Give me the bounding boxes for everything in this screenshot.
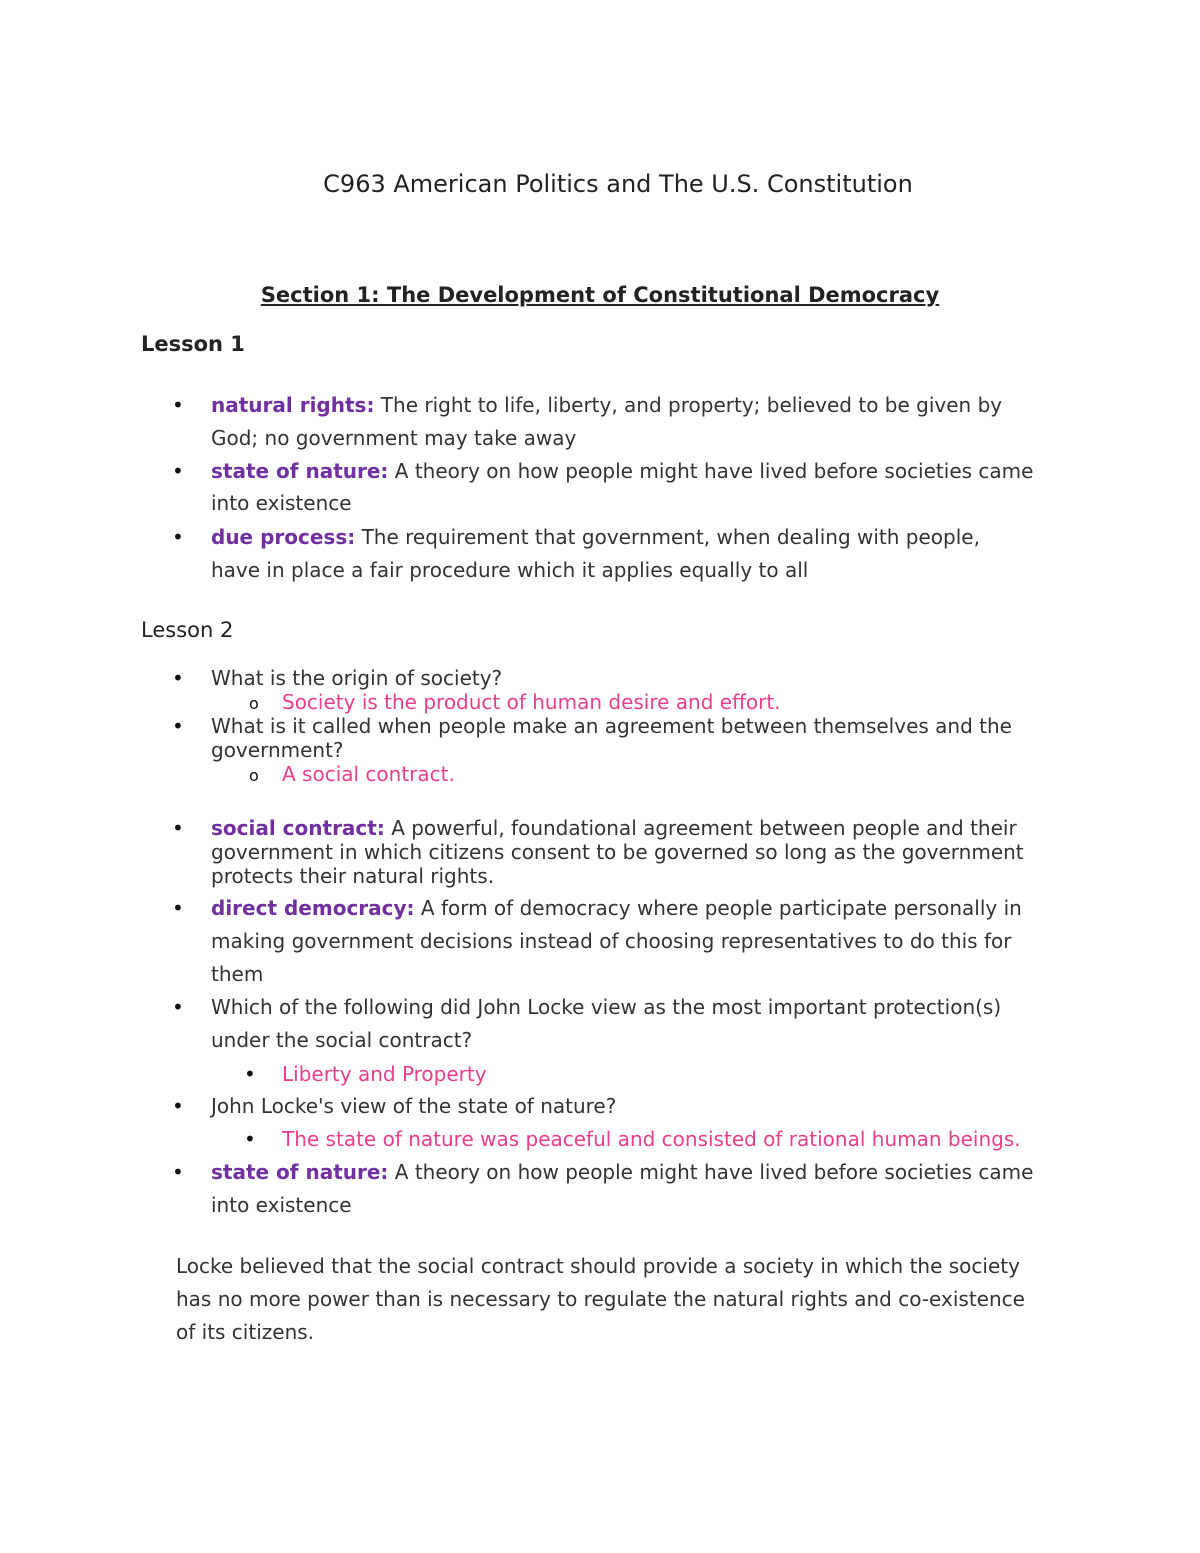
list-item bbox=[211, 525, 980, 549]
closing-paragraph-line: of its citizens. bbox=[176, 1320, 315, 1344]
question-text: What is it called when people make an agreement between themselves and the bbox=[211, 714, 1012, 738]
section-heading: Section 1: The Development of Constitutional Democracy bbox=[260, 283, 940, 307]
bullet-icon: • bbox=[172, 525, 184, 549]
term-label: social contract: bbox=[211, 816, 385, 840]
definition-text: A powerful, foundational agreement between people and their bbox=[384, 816, 1017, 840]
lesson-2-heading: Lesson 2 bbox=[141, 618, 234, 642]
bullet-icon: • bbox=[172, 816, 184, 840]
list-item bbox=[211, 816, 1017, 840]
answer-text: A social contract. bbox=[282, 762, 455, 786]
question-text: John Locke's view of the state of nature? bbox=[211, 1094, 617, 1118]
answer-text: Society is the product of human desire and effort. bbox=[282, 690, 781, 714]
list-item bbox=[211, 393, 1002, 417]
term-label: state of nature: bbox=[211, 459, 389, 483]
bullet-icon: • bbox=[172, 714, 184, 738]
definition-text: A theory on how people might have lived before societies came bbox=[388, 1160, 1034, 1184]
bullet-icon: • bbox=[244, 1127, 256, 1151]
term-label: state of nature: bbox=[211, 1160, 389, 1184]
closing-paragraph-line: Locke believed that the social contract should provide a society in which the society bbox=[176, 1254, 1020, 1278]
circle-bullet-icon: o bbox=[249, 694, 259, 713]
definition-text: them bbox=[211, 962, 264, 986]
definition-text: God; no government may take away bbox=[211, 426, 577, 450]
bullet-icon: • bbox=[244, 1062, 256, 1086]
definition-text: The right to life, liberty, and property; believed to be given by bbox=[374, 393, 1003, 417]
bullet-icon: • bbox=[172, 1094, 184, 1118]
term-label: direct democracy: bbox=[211, 896, 415, 920]
term-label: natural rights: bbox=[211, 393, 375, 417]
closing-paragraph-line: has no more power than is necessary to regulate the natural rights and co-existence bbox=[176, 1287, 1025, 1311]
definition-text: into existence bbox=[211, 491, 352, 515]
document-title: C963 American Politics and The U.S. Constitution bbox=[323, 170, 913, 198]
bullet-icon: • bbox=[172, 995, 184, 1019]
definition-text: protects their natural rights. bbox=[211, 864, 495, 888]
question-text: under the social contract? bbox=[211, 1028, 473, 1052]
question-text: What is the origin of society? bbox=[211, 666, 503, 690]
term-label: due process: bbox=[211, 525, 356, 549]
definition-text: A form of democracy where people participate personally in bbox=[414, 896, 1022, 920]
definition-text: A theory on how people might have lived before societies came bbox=[388, 459, 1034, 483]
bullet-icon: • bbox=[172, 896, 184, 920]
definition-text: making government decisions instead of choosing representatives to do this for bbox=[211, 929, 1012, 953]
list-item bbox=[211, 1160, 1033, 1184]
circle-bullet-icon: o bbox=[249, 766, 259, 785]
bullet-icon: • bbox=[172, 666, 184, 690]
definition-text: have in place a fair procedure which it applies equally to all bbox=[211, 558, 809, 582]
lesson-1-heading: Lesson 1 bbox=[141, 332, 245, 356]
definition-text: government in which citizens consent to be governed so long as the government bbox=[211, 840, 1024, 864]
question-text: Which of the following did John Locke view as the most important protection(s) bbox=[211, 995, 1002, 1019]
bullet-icon: • bbox=[172, 1160, 184, 1184]
bullet-icon: • bbox=[172, 393, 184, 417]
answer-text: Liberty and Property bbox=[282, 1062, 487, 1086]
answer-text: The state of nature was peaceful and consisted of rational human beings. bbox=[282, 1127, 1021, 1151]
definition-text: into existence bbox=[211, 1193, 352, 1217]
question-text: government? bbox=[211, 738, 344, 762]
definition-text: The requirement that government, when dealing with people, bbox=[355, 525, 980, 549]
list-item bbox=[211, 896, 1022, 920]
bullet-icon: • bbox=[172, 459, 184, 483]
list-item bbox=[211, 459, 1033, 483]
